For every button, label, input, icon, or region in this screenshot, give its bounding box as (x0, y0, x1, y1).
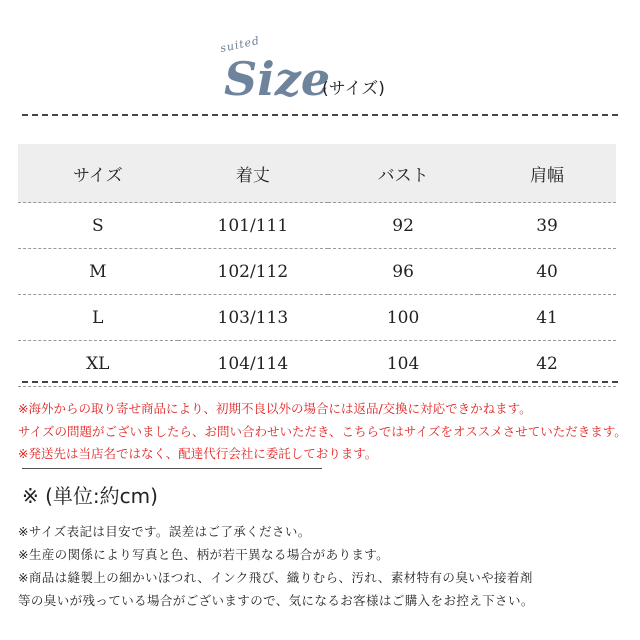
cell-size: S (18, 203, 178, 249)
table-row (18, 295, 616, 341)
divider-top (22, 114, 618, 116)
note-line: 等の臭いが残っている場合がございますので、気になるお客様はご購入をお控え下さい。 (18, 593, 534, 608)
header-size: サイズ (18, 144, 178, 203)
header-length: 着丈 (178, 144, 329, 203)
warning-note: ※海外からの取り寄せ商品により、初期不良以外の場合には返品/交換に対応できかねます。 (18, 401, 532, 416)
cell-length: 102/112 (178, 249, 329, 295)
cell-bust: 104 (328, 341, 478, 387)
page-subtitle: (サイズ) (322, 79, 385, 99)
cell-length: 104/114 (178, 341, 329, 387)
cell-shoulder: 39 (478, 203, 616, 249)
cell-shoulder: 41 (478, 295, 616, 341)
size-notes (18, 520, 628, 612)
divider-short (22, 468, 322, 469)
logo-suited-text: suited (219, 33, 262, 56)
warning-notes (18, 398, 628, 466)
warning-note: サイズの問題がございましたら、お問い合わせいただき、こちらではサイズをオススメさせていただきます。 (18, 423, 627, 439)
table-row (18, 203, 616, 249)
cell-length: 101/111 (178, 203, 329, 249)
cell-bust: 92 (328, 203, 478, 249)
size-logo (214, 33, 414, 108)
header-shoulder: 肩幅 (478, 144, 616, 203)
cell-size: L (18, 295, 178, 341)
cell-size: XL (18, 341, 178, 387)
table-row (18, 249, 616, 295)
table-row (18, 341, 616, 387)
cell-shoulder: 42 (478, 341, 616, 387)
cell-shoulder: 40 (478, 249, 616, 295)
note-line: ※サイズ表記は目安です。誤差はご了承ください。 (18, 524, 311, 539)
note-line: ※生産の関係により写真と色、柄が若干異なる場合があります。 (18, 547, 390, 562)
divider-table-bottom (22, 381, 618, 383)
cell-size: M (18, 249, 178, 295)
note-line: ※商品は縫製上の細かいほつれ、インク飛び、織りむら、汚れ、素材特有の臭いや接着剤 (18, 570, 533, 585)
size-table (18, 144, 616, 387)
unit-label: ※ (単位:約cm) (22, 484, 158, 508)
cell-bust: 96 (328, 249, 478, 295)
logo-size-text: Size (224, 52, 331, 106)
warning-note: ※発送先は当店名ではなく、配達代行会社に委託しております。 (18, 446, 378, 461)
cell-bust: 100 (328, 295, 478, 341)
cell-length: 103/113 (178, 295, 329, 341)
header-bust: バスト (328, 144, 478, 203)
page-header (0, 0, 640, 112)
table-header-row (18, 144, 616, 203)
